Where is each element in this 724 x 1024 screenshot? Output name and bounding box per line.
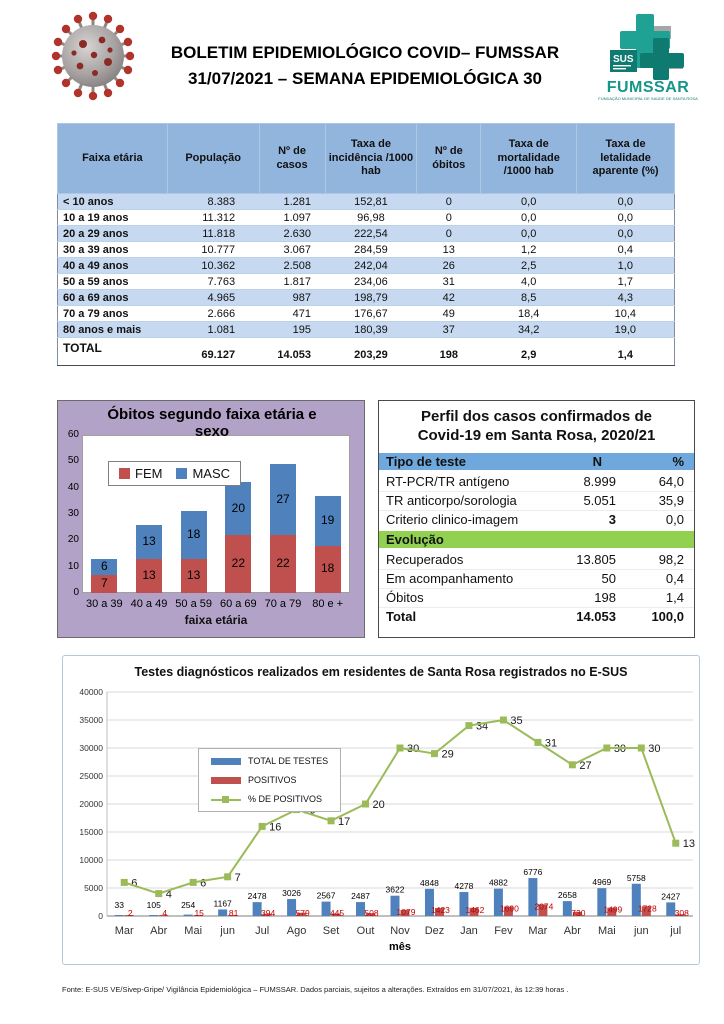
age-group-cell: 60 a 69 anos — [58, 290, 168, 306]
total-value-cell: 14.053 — [259, 338, 325, 366]
x-tick-label: Nov — [390, 925, 410, 937]
age-incidence-table — [57, 123, 675, 366]
fem-value-label: 7 — [100, 575, 108, 590]
pct-positivos-swatch — [211, 796, 241, 803]
profile-title-line2: Covid-19 em Santa Rosa, 2020/21 — [417, 426, 656, 444]
pct-positivos-marker — [190, 879, 197, 886]
x-tick-label: Fev — [494, 925, 513, 937]
age-table-value-cell: 1,2 — [481, 242, 577, 258]
row-pct-value: 64,0 — [658, 473, 684, 489]
total-testes-bar — [184, 915, 193, 916]
row-label: Em acompanhamento — [386, 571, 514, 586]
age-table-row — [58, 274, 675, 290]
fem-value-label: 13 — [142, 567, 156, 582]
age-group-cell: 10 a 19 anos — [58, 210, 168, 226]
total-value-cell: 2,9 — [481, 338, 577, 366]
x-tick-label: Abr — [150, 925, 168, 937]
row-label: Óbitos — [386, 590, 424, 605]
pct-positivos-marker — [121, 879, 128, 886]
age-table-value-cell: 19,0 — [577, 322, 675, 338]
positivos-label: 308 — [674, 908, 689, 918]
deaths-chart-legend — [108, 461, 241, 486]
row-n-value: 8.999 — [583, 473, 616, 489]
fem-swatch — [119, 468, 130, 479]
row-n-value: 3 — [608, 512, 616, 527]
evolucao-row — [379, 588, 694, 607]
total-testes-label: 33 — [114, 900, 124, 910]
deaths-by-age-sex-chart — [57, 400, 365, 638]
fumssar-wordmark: FUMSSAR — [606, 79, 690, 96]
row-label: TR anticorpo/sorologia — [386, 493, 517, 508]
total-value-cell: 1,4 — [577, 338, 675, 366]
age-table-value-cell: 0 — [417, 194, 481, 210]
tests-chart-plot — [63, 686, 699, 958]
fem-label: FEM — [135, 466, 163, 481]
age-table-value-cell: 1.281 — [259, 194, 325, 210]
stacked-bar — [315, 496, 341, 593]
x-tick-label: 30 a 39 — [85, 598, 123, 610]
total-testes-bar — [115, 915, 124, 916]
masc-label: MASC — [192, 466, 231, 481]
age-table-value-cell: 1.817 — [259, 274, 325, 290]
masc-swatch — [176, 468, 187, 479]
y-tick-label: 0 — [98, 911, 103, 921]
age-group-cell: 50 a 59 anos — [58, 274, 168, 290]
positivos-label: POSITIVOS — [248, 775, 297, 785]
y-tick-label: 25000 — [79, 771, 103, 781]
y-tick-label: 60 — [67, 429, 79, 440]
x-tick-label: Mai — [597, 925, 616, 937]
pct-positivos-marker — [431, 750, 438, 757]
masc-value-label: 18 — [186, 527, 201, 542]
sus-line-1 — [613, 65, 631, 66]
pct-positivos-label: 6 — [200, 877, 207, 890]
evolucao-row — [379, 550, 694, 569]
row-pct-value: 0,0 — [665, 512, 684, 527]
total-testes-label: 4278 — [454, 881, 474, 892]
positivos-label: 1728 — [637, 903, 657, 914]
x-tick-label: Set — [322, 925, 340, 937]
positivos-label: 81 — [228, 908, 239, 918]
age-table-value-cell: 2,5 — [481, 258, 577, 274]
y-tick-label: 30 — [67, 508, 79, 519]
total-testes-label: 1167 — [213, 898, 232, 909]
pct-positivos-label: 7 — [234, 871, 241, 884]
total-testes-label: 5758 — [626, 872, 646, 883]
age-table-value-cell: 2.508 — [259, 258, 325, 274]
age-group-cell: 70 a 79 anos — [58, 306, 168, 322]
pct-positivos-label: 34 — [475, 720, 489, 733]
age-table-value-cell: 11.312 — [167, 210, 259, 226]
age-table-value-cell: 4,0 — [481, 274, 577, 290]
positivos-label: 1423 — [431, 905, 450, 916]
age-table-value-cell: 10.362 — [167, 258, 259, 274]
pct-positivos-marker — [259, 823, 266, 830]
pct-positivos-label: 16 — [269, 821, 282, 834]
age-table-value-cell: 152,81 — [325, 194, 417, 210]
stacked-bar — [225, 482, 251, 593]
total-testes-label: 4848 — [420, 877, 439, 888]
deaths-chart-title: Óbitos segundo faixa etária e sexo — [107, 406, 317, 441]
total-testes-label: 2427 — [661, 891, 681, 902]
age-table-value-cell: 37 — [417, 322, 481, 338]
age-table-column-header: Taxa de letalidade aparente (%) — [577, 124, 675, 194]
page-title — [140, 40, 590, 93]
age-table-value-cell: 284,59 — [325, 242, 417, 258]
total-label-cell: TOTAL — [58, 338, 168, 366]
age-table-value-cell: 198,79 — [325, 290, 417, 306]
age-group-cell: < 10 anos — [58, 194, 168, 210]
x-tick-label: Out — [356, 925, 375, 937]
row-n-value: 198 — [594, 590, 616, 605]
age-table-value-cell: 34,2 — [481, 322, 577, 338]
test-type-header-row — [379, 451, 694, 472]
age-table-row — [58, 194, 675, 210]
x-tick-label: 50 a 59 — [175, 598, 212, 610]
total-testes-label: 2478 — [247, 891, 267, 902]
coronavirus-image — [50, 10, 136, 102]
age-table-value-cell: 2.630 — [259, 226, 325, 242]
pct-positivos-marker — [224, 873, 231, 880]
positivos-label: 1462 — [465, 904, 485, 915]
stacked-bar — [91, 559, 117, 593]
pct-positivos-label: % DE POSITIVOS — [248, 794, 323, 804]
total-testes-label: TOTAL DE TESTES — [248, 756, 329, 766]
pct-positivos-marker — [569, 761, 576, 768]
pct-positivos-marker — [534, 739, 541, 746]
positivos-label: 508 — [364, 908, 379, 918]
logo-tagline: FUNDAÇÃO MUNICIPAL DE SAÚDE DE SANTA ROSA — [598, 96, 698, 101]
age-table-value-cell: 1.081 — [167, 322, 259, 338]
y-tick-label: 50 — [67, 455, 79, 467]
age-table-total-row — [58, 338, 675, 366]
row-pct-value: 1,4 — [665, 590, 684, 605]
positivos-label: 15 — [194, 908, 204, 918]
pct-positivos-label: 30 — [613, 743, 627, 755]
pct-positivos-marker — [672, 840, 679, 847]
age-table-column-header: Taxa de incidência /1000 hab — [325, 124, 417, 194]
age-table-value-cell: 0,0 — [481, 210, 577, 226]
age-table-column-header: Taxa de mortalidade /1000 hab — [481, 124, 577, 194]
age-table-row — [58, 210, 675, 226]
age-group-cell: 30 a 39 anos — [58, 242, 168, 258]
age-table-value-cell: 180,39 — [325, 322, 417, 338]
age-table-value-cell: 18,4 — [481, 306, 577, 322]
test-type-header-label: Tipo de teste — [386, 453, 466, 469]
positivos-label: 2074 — [534, 901, 554, 912]
pct-positivos-label: 30 — [407, 743, 420, 755]
age-table-value-cell: 234,06 — [325, 274, 417, 290]
y-tick-label: 0 — [73, 587, 79, 598]
fem-value-label: 13 — [186, 567, 201, 582]
y-tick-label: 40000 — [79, 687, 103, 697]
confirmed-cases-profile-panel — [378, 400, 695, 638]
age-table-row — [58, 322, 675, 338]
x-tick-label: 70 a 79 — [264, 598, 302, 610]
age-table-value-cell: 987 — [259, 290, 325, 306]
x-tick-label: Jan — [460, 925, 478, 937]
pct-positivos-label: 31 — [544, 737, 558, 750]
total-testes-bar — [218, 909, 227, 916]
y-tick-label: 40 — [67, 481, 79, 493]
positivos-label: 445 — [329, 908, 345, 918]
evolucao-row — [379, 607, 694, 626]
masc-value-label: 13 — [142, 533, 156, 548]
age-table-value-cell: 2.666 — [167, 306, 259, 322]
positivos-label: 4 — [162, 908, 168, 918]
stacked-bar — [136, 525, 162, 593]
age-table-value-cell: 0,0 — [577, 210, 675, 226]
deaths-chart-x-axis-title: faixa etária — [184, 613, 248, 627]
age-table-value-cell: 1,0 — [577, 258, 675, 274]
age-table-value-cell: 0,4 — [577, 242, 675, 258]
x-tick-label: 80 e + — [312, 598, 344, 610]
age-table-value-cell: 8.383 — [167, 194, 259, 210]
age-table-value-cell: 96,98 — [325, 210, 417, 226]
age-table-value-cell: 31 — [417, 274, 481, 290]
source-footnote: Fonte: E-SUS VE/Sivep-Gripe/ Vigilância Epidemiológica – FUMSSAR. Dados parciais, sujeitos a alterações. Extraídos em 31/07/2021, às 12:39 horas . — [62, 985, 569, 994]
evolucao-row — [379, 569, 694, 588]
age-group-cell: 20 a 29 anos — [58, 226, 168, 242]
pct-positivos-marker — [328, 817, 335, 824]
pct-positivos-marker — [155, 890, 162, 897]
pct-positivos-label: 17 — [338, 815, 351, 828]
total-value-cell: 198 — [417, 338, 481, 366]
total-testes-label: 6776 — [523, 867, 543, 878]
x-axis-title: mês — [388, 941, 412, 953]
pct-positivos-label: 27 — [579, 759, 592, 772]
pct-positivos-marker — [638, 745, 645, 752]
positivos-label: 2 — [127, 908, 133, 918]
age-table-value-cell: 4,3 — [577, 290, 675, 306]
y-tick-label: 20000 — [79, 799, 103, 809]
age-table-value-cell: 7.763 — [167, 274, 259, 290]
stacked-bar — [270, 464, 296, 593]
row-pct-value: 98,2 — [658, 551, 684, 567]
age-group-cell: 80 anos e mais — [58, 322, 168, 338]
row-label: Criterio clinico-imagem — [386, 512, 519, 527]
masc-value-label: 6 — [100, 558, 108, 573]
x-tick-label: jun — [220, 925, 235, 937]
fem-value-label: 22 — [276, 556, 290, 571]
row-pct-value: 35,9 — [658, 493, 684, 508]
age-table-value-cell: 49 — [417, 306, 481, 322]
age-table-column-header: População — [167, 124, 259, 194]
age-table-column-header: Faixa etária — [58, 124, 168, 194]
total-testes-bar — [149, 915, 158, 916]
page-title-line2: 31/07/2021 – SEMANA EPIDEMIOLÓGICA 30 — [188, 69, 542, 89]
total-testes-label: 2567 — [316, 890, 336, 901]
total-value-cell: 203,29 — [325, 338, 417, 366]
deaths-chart-plot-area — [82, 435, 350, 593]
pct-positivos-label: 35 — [510, 715, 523, 727]
pct-positivos-marker — [465, 722, 472, 729]
legend-item-masc — [176, 466, 230, 481]
pct-positivos-label: 20 — [372, 799, 385, 811]
row-n-value: 13.805 — [576, 551, 616, 567]
profile-title-line1: Perfil dos casos confirmados de — [421, 408, 652, 425]
age-table-value-cell: 4.965 — [167, 290, 259, 306]
age-table-value-cell: 8,5 — [481, 290, 577, 306]
age-table-value-cell: 13 — [417, 242, 481, 258]
age-table-value-cell: 471 — [259, 306, 325, 322]
x-tick-label: Dez — [424, 925, 445, 937]
pct-positivos-marker — [397, 745, 404, 752]
pct-positivos-marker — [603, 745, 610, 752]
age-table-value-cell: 0,0 — [481, 226, 577, 242]
row-label: RT-PCR/TR antígeno — [386, 473, 510, 489]
pct-positivos-label: 13 — [682, 838, 696, 851]
y-tick-label: 5000 — [84, 883, 103, 893]
legend-item-pct-positivos — [211, 794, 328, 804]
y-tick-label: 35000 — [79, 715, 103, 725]
legend-item-positivos — [211, 775, 328, 785]
age-table-value-cell: 42 — [417, 290, 481, 306]
legend-item-total-testes — [211, 756, 328, 766]
age-table-value-cell: 195 — [259, 322, 325, 338]
positivos-swatch — [211, 777, 241, 784]
row-n-value: 5.051 — [583, 493, 616, 508]
age-table-column-header: Nº de casos — [259, 124, 325, 194]
x-tick-label: 40 a 49 — [130, 598, 168, 610]
total-testes-label: 4969 — [592, 877, 612, 888]
total-testes-label: 105 — [146, 900, 161, 910]
age-table-value-cell: 26 — [417, 258, 481, 274]
row-label: Recuperados — [386, 551, 464, 567]
positivos-label: 1079 — [396, 906, 416, 917]
pct-positivos-label: 6 — [131, 877, 138, 890]
total-testes-label: 2658 — [557, 890, 577, 901]
total-testes-label: 3622 — [385, 884, 405, 895]
age-table-value-cell: 0,0 — [481, 194, 577, 210]
age-table-header-row — [58, 124, 675, 194]
evolucao-section-header: Evolução — [379, 529, 694, 550]
pct-positivos-label: 30 — [648, 743, 661, 755]
page-title-line1: BOLETIM EPIDEMIOLÓGICO COVID– FUMSSAR — [170, 43, 560, 62]
age-table-value-cell: 1,7 — [577, 274, 675, 290]
x-tick-label: Ago — [286, 925, 307, 937]
age-table-column-header: Nº de óbitos — [417, 124, 481, 194]
fumssar-logo — [596, 12, 698, 108]
x-tick-label: Abr — [563, 925, 581, 937]
row-pct-value: 100,0 — [651, 609, 684, 624]
x-tick-label: Mai — [184, 925, 203, 937]
masc-value-label: 27 — [276, 491, 290, 506]
age-table-value-cell: 11.818 — [167, 226, 259, 242]
x-tick-label: jul — [670, 925, 682, 937]
tests-by-month-chart — [62, 655, 700, 965]
y-tick-label: 20 — [67, 534, 79, 546]
profile-title — [379, 401, 694, 451]
y-tick-label: 15000 — [79, 827, 103, 837]
age-table-row — [58, 306, 675, 322]
tests-chart-legend — [198, 748, 341, 812]
positivos-label: 730 — [571, 908, 586, 918]
legend-item-fem — [119, 466, 162, 481]
age-table-value-cell: 3.067 — [259, 242, 325, 258]
row-label: Total — [386, 609, 417, 624]
age-table-value-cell: 242,04 — [325, 258, 417, 274]
age-table-value-cell: 1.097 — [259, 210, 325, 226]
test-type-row — [379, 491, 694, 510]
fem-value-label: 18 — [320, 561, 335, 576]
total-testes-label: 3026 — [282, 888, 302, 899]
age-table-value-cell: 0 — [417, 226, 481, 242]
total-testes-label: 4882 — [488, 877, 508, 888]
x-tick-label: Jul — [255, 925, 270, 937]
sus-label: SUS — [613, 54, 634, 65]
y-tick-label: 10000 — [79, 855, 103, 865]
total-testes-swatch — [211, 758, 241, 765]
age-table-value-cell: 0,0 — [577, 194, 675, 210]
tests-chart-title: Testes diagnósticos realizados em residentes de Santa Rosa registrados no E-SUS — [134, 665, 628, 679]
age-table-value-cell: 0 — [417, 210, 481, 226]
masc-value-label: 19 — [320, 512, 335, 527]
pct-positivos-marker — [500, 717, 507, 724]
total-testes-label: 254 — [181, 900, 196, 910]
x-tick-label: Mar — [528, 925, 548, 937]
test-type-row — [379, 510, 694, 529]
row-n-value: 50 — [601, 571, 616, 586]
pct-positivos-label: 4 — [165, 888, 172, 901]
age-group-cell: 40 a 49 anos — [58, 258, 168, 274]
y-tick-label: 10 — [67, 560, 79, 572]
x-tick-label: 60 a 69 — [219, 598, 257, 610]
stacked-bar — [181, 511, 207, 593]
age-table-value-cell: 10,4 — [577, 306, 675, 322]
row-pct-value: 0,4 — [665, 571, 684, 586]
pct-column-header: % — [672, 453, 684, 469]
total-value-cell: 69.127 — [167, 338, 259, 366]
age-table-value-cell: 0,0 — [577, 226, 675, 242]
age-table-value-cell: 222,54 — [325, 226, 417, 242]
age-table-row — [58, 290, 675, 306]
total-testes-label: 2487 — [351, 891, 370, 902]
fem-value-label: 22 — [231, 556, 245, 571]
positivos-label: 1690 — [499, 903, 519, 914]
pct-positivos-label: 29 — [441, 748, 454, 761]
x-tick-label: jun — [633, 925, 649, 937]
pct-positivos-marker — [362, 801, 369, 808]
positivos-label: 394 — [261, 908, 276, 918]
age-table-value-cell: 10.777 — [167, 242, 259, 258]
y-tick-label: 30000 — [79, 743, 103, 753]
age-table-row — [58, 226, 675, 242]
masc-value-label: 20 — [231, 500, 245, 515]
test-type-row — [379, 472, 694, 491]
age-table-row — [58, 242, 675, 258]
positivos-label: 1499 — [603, 904, 623, 915]
n-column-header: N — [592, 453, 602, 469]
x-tick-label: Mar — [114, 925, 134, 937]
age-table-value-cell: 176,67 — [325, 306, 417, 322]
age-table-row — [58, 258, 675, 274]
sus-line-2 — [613, 68, 626, 69]
positivos-label: 579 — [295, 908, 310, 918]
row-n-value: 14.053 — [576, 609, 616, 624]
